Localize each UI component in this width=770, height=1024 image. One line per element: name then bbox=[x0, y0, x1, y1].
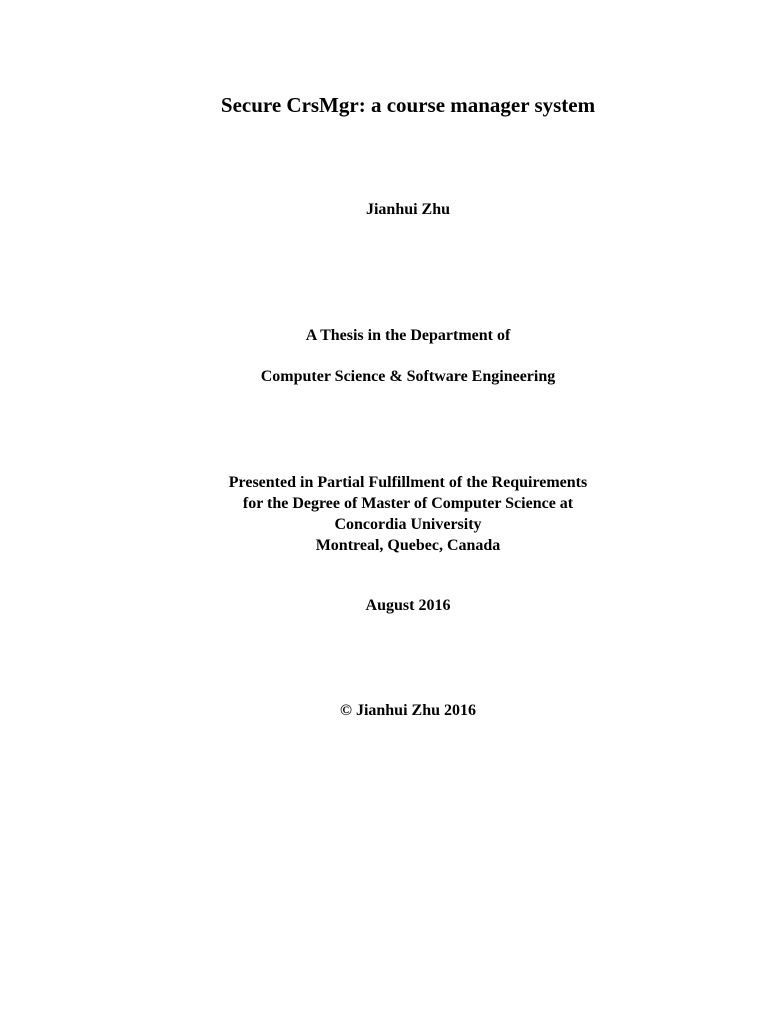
fulfillment-statement bbox=[0, 472, 770, 556]
university-location: Montreal, Quebec, Canada bbox=[315, 537, 501, 554]
university-name: Concordia University bbox=[334, 516, 482, 533]
document-title: Secure CrsMgr: a course manager system bbox=[220, 93, 596, 117]
department-name: Computer Science & Software Engineering bbox=[260, 368, 556, 385]
author-name: Jianhui Zhu bbox=[365, 201, 451, 218]
thesis-department-line: A Thesis in the Department of bbox=[305, 327, 511, 344]
fulfillment-line-1: Presented in Partial Fulfillment of the Requirements bbox=[228, 474, 588, 491]
copyright-notice: © Jianhui Zhu 2016 bbox=[339, 702, 476, 719]
submission-date: August 2016 bbox=[365, 597, 451, 614]
fulfillment-line-2: for the Degree of Master of Computer Science at bbox=[242, 495, 574, 512]
